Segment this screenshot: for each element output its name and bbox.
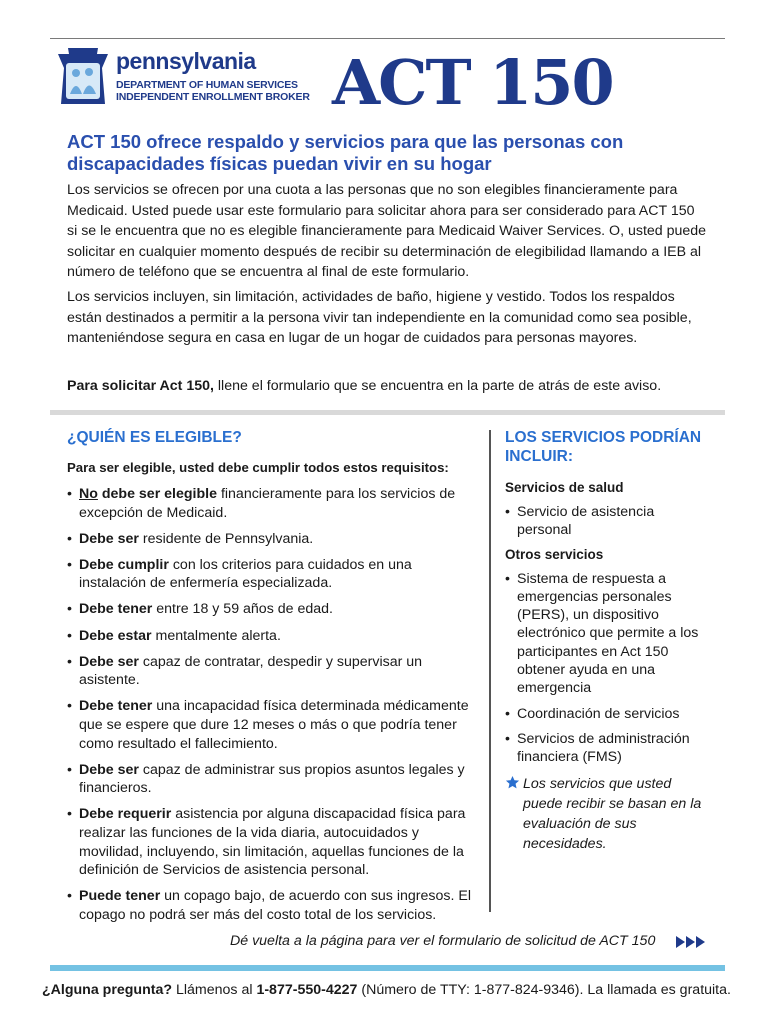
eligibility-title: ¿QUIÉN ES ELEGIBLE? xyxy=(67,429,242,446)
requirement-keyword: Debe tener xyxy=(79,601,153,618)
turn-page-note: Dé vuelta a la página para ver el formulario de solicitud de ACT 150 xyxy=(230,933,656,949)
requirement-item xyxy=(67,485,472,522)
intro-paragraph-2: Los servicios incluyen, sin limitación, actividades de baño, higiene y vestido. Todos los respaldos están destinados a permitir a la persona vivir tan independiente en la comunidad como sea posible, manteniéndose segura en casa en lugar de un hogar de cuidados para personas mayores. xyxy=(67,289,692,346)
page-title: ACT 150 xyxy=(332,46,613,119)
services-title: LOS SERVICIOS PODRÍAN INCLUIR: xyxy=(505,429,702,465)
star-icon xyxy=(505,775,520,790)
triple-arrow-icon xyxy=(676,936,706,948)
requirement-text: financieramente para los servicios de excepción de Medicaid. xyxy=(79,486,456,521)
services-note-text: Los servicios que usted puede recibir se basan en la evaluación de sus necesidades. xyxy=(523,775,702,852)
apply-instruction xyxy=(67,376,707,397)
requirement-keyword: Debe estar xyxy=(79,627,152,644)
list-item: • Coordinación de servicios xyxy=(505,705,710,723)
footer-call: Llámenos al xyxy=(172,982,257,998)
requirement-text: capaz de administrar sus propios asuntos legales y financieros. xyxy=(79,761,465,797)
contact-footer xyxy=(42,982,731,998)
requirement-item xyxy=(67,805,472,879)
footer-divider xyxy=(50,965,725,971)
requirement-text: una incapacidad física determinada médicamente que se espere que dure 12 meses o más o que podría tener como resultado el fallecimiento. xyxy=(79,698,469,752)
services-section xyxy=(505,428,710,854)
requirement-keyword: debe ser elegible xyxy=(97,486,217,502)
phone-number: 1-877-550-4227 xyxy=(256,982,358,998)
logo-name: pennsylvania xyxy=(116,48,256,74)
services-note xyxy=(505,774,710,854)
headline: ACT 150 ofrece respaldo y servicios para que las personas con discapacidades físicas puedan vivir en su hogar xyxy=(67,131,624,174)
requirement-keyword-underlined: No xyxy=(79,486,98,502)
requirement-keyword: Debe requerir xyxy=(79,806,172,823)
other-services-heading: Otros servicios xyxy=(505,546,604,562)
apply-instruction-bold: Para solicitar Act 150, xyxy=(67,378,214,394)
logo-broker: INDEPENDENT ENROLLMENT BROKER xyxy=(116,91,310,103)
column-divider xyxy=(489,430,491,912)
section-divider xyxy=(50,410,725,415)
requirement-keyword: Debe cumplir xyxy=(79,556,169,573)
requirement-keyword: Debe tener xyxy=(79,698,153,715)
requirement-text: capaz de contratar, despedir y supervisar un asistente. xyxy=(79,653,423,689)
requirements-list xyxy=(67,485,472,924)
apply-instruction-text: llene el formulario que se encuentra en la parte de atrás de este aviso. xyxy=(213,378,662,394)
list-item: • Servicio de asistencia personal xyxy=(505,503,710,540)
requirement-text: con los criterios para cuidados en una instalación de enfermería especializada. xyxy=(79,556,412,592)
top-divider xyxy=(50,38,725,39)
requirement-item xyxy=(67,761,472,798)
list-item: • Servicios de administración financiera (FMS) xyxy=(505,730,710,767)
requirement-item xyxy=(67,653,472,690)
requirement-item xyxy=(67,556,472,593)
eligibility-intro: Para ser elegible, usted debe cumplir todos estos requisitos: xyxy=(67,460,449,475)
footer-question: ¿Alguna pregunta? xyxy=(42,982,173,998)
requirement-text: residente de Pennsylvania. xyxy=(138,530,314,547)
logo-department: DEPARTMENT OF HUMAN SERVICES xyxy=(116,79,298,91)
eligibility-section xyxy=(67,428,472,932)
requirement-keyword: Debe ser xyxy=(79,530,139,547)
requirement-text: entre 18 y 59 años de edad. xyxy=(152,601,333,618)
requirement-keyword: Debe ser xyxy=(79,761,139,778)
requirement-item xyxy=(67,600,472,619)
keystone-icon xyxy=(58,48,108,104)
requirement-item xyxy=(67,530,472,549)
footer-rest: (Número de TTY: 1-877-824-9346). La llamada es gratuita. xyxy=(357,982,731,998)
list-item: • Sistema de respuesta a emergencias personales (PERS), un dispositivo electrónico que permite a los participantes en Act 150 obtener ayuda en una emergencia xyxy=(505,570,710,698)
pennsylvania-logo xyxy=(58,48,318,108)
requirement-keyword: Puede tener xyxy=(79,888,161,905)
intro-paragraph-1: Los servicios se ofrecen por una cuota a las personas que no son elegibles financieramente para Medicaid. Usted puede usar este formulario para solicitar ahora para ser considerado para ACT 150 si se le encuentra que no es elegible financieramente para Medicaid Waiver Services. O, usted puede solicitar en cualquier momento después de recibir su determinación de elegibilidad llamando a IEB al número de teléfono que se encuentra al final de este formulario. xyxy=(67,182,707,280)
other-services-list xyxy=(505,570,710,767)
requirement-item xyxy=(67,627,472,646)
requirement-item xyxy=(67,697,472,753)
requirement-keyword: Debe ser xyxy=(79,653,139,670)
health-services-list xyxy=(505,503,710,540)
requirement-text: asistencia por alguna discapacidad física para realizar las funciones de la vida diaria, autocuidados y movilidad, incluyendo, sin limitación, aquellas funciones de la definición de Servicios de asistencia personal. xyxy=(79,806,466,879)
requirement-text: mentalmente alerta. xyxy=(151,627,281,644)
requirement-text: un copago bajo, de acuerdo con sus ingresos. El copago no podrá ser más del costo total de los servicios. xyxy=(79,888,471,923)
health-services-heading: Servicios de salud xyxy=(505,480,624,495)
requirement-item xyxy=(67,887,472,924)
